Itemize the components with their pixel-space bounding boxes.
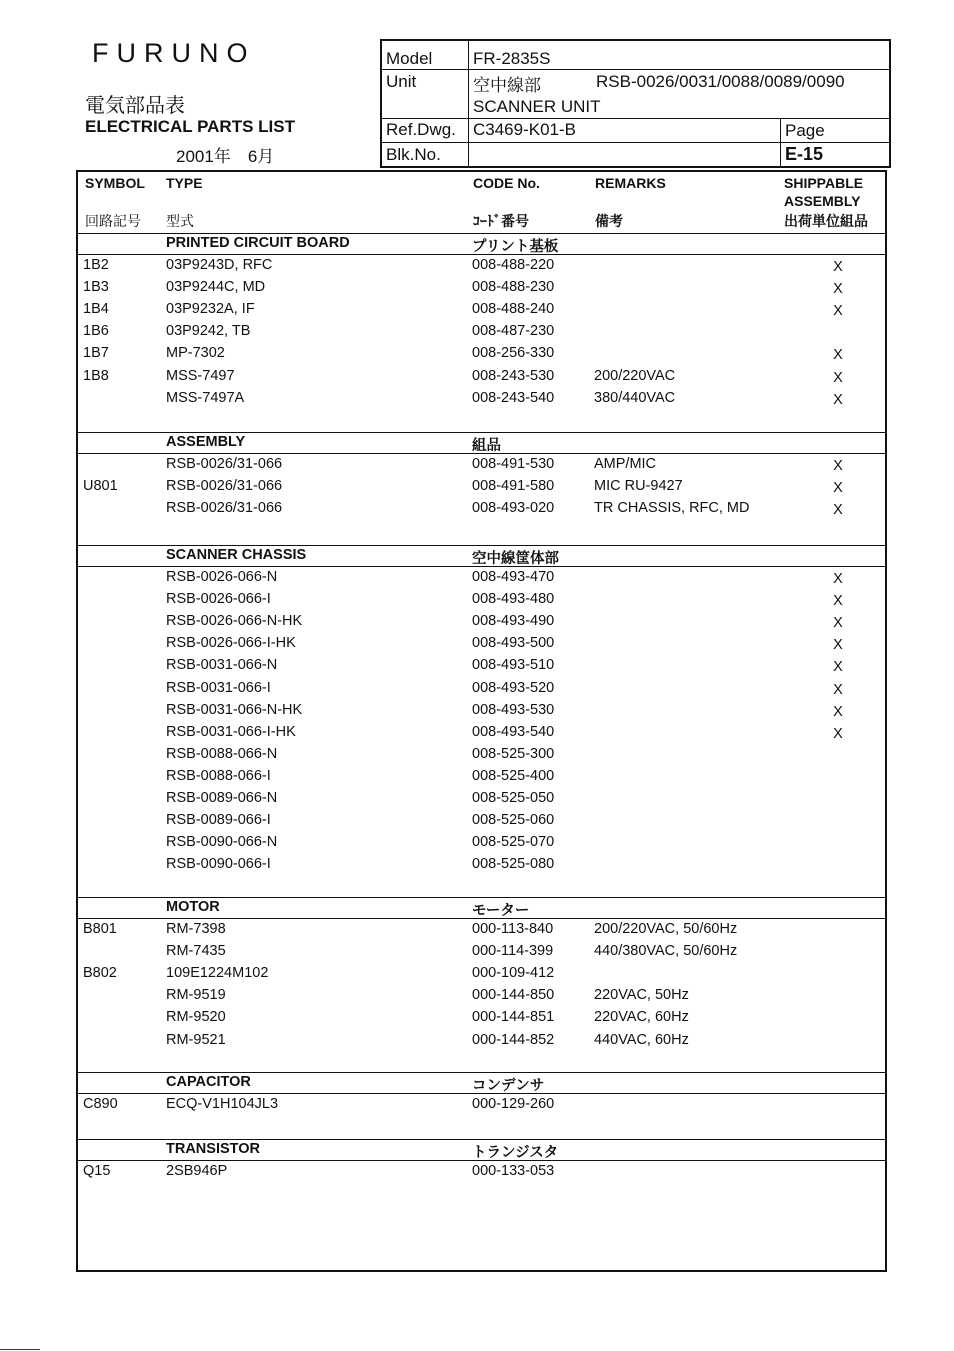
cell-type: RSB-0031-066-I-HK — [166, 723, 296, 740]
cell-shippable-mark: X — [833, 480, 843, 497]
page-title: ELECTRICAL PARTS LIST — [85, 117, 295, 136]
cell-code: 008-493-540 — [472, 723, 555, 740]
cell-code: 000-144-851 — [472, 1009, 555, 1026]
cell-type: RSB-0031-066-N-HK — [166, 701, 303, 718]
cell-shippable-mark: X — [833, 281, 843, 298]
col-header-type-jp: 型式 — [166, 213, 194, 229]
cell-type: 03P9242, TB — [166, 323, 251, 340]
cell-code: 008-243-530 — [472, 367, 555, 384]
page-number: E-15 — [785, 144, 824, 164]
cell-code: 008-488-220 — [472, 257, 555, 273]
cell-type: RSB-0031-066-I — [166, 679, 271, 696]
section-title: TRANSISTOR — [166, 1141, 260, 1157]
model-value: FR-2835S — [473, 49, 551, 68]
col-header-symbol: SYMBOL — [85, 175, 145, 191]
cell-code: 008-525-070 — [472, 834, 555, 851]
cell-type: RSB-0026-066-N — [166, 569, 278, 585]
col-header-remarks: REMARKS — [595, 175, 666, 191]
cell-code: 008-525-400 — [472, 767, 555, 784]
section-top-rule — [78, 1072, 885, 1073]
col-header-type: TYPE — [166, 175, 203, 191]
cell-code: 008-493-480 — [472, 591, 555, 608]
section-title-japanese: プリント基板 — [472, 239, 559, 255]
cell-shippable-mark: X — [833, 725, 843, 742]
cell-type: RSB-0088-066-I — [166, 767, 271, 784]
cell-symbol: Q15 — [83, 1163, 111, 1179]
cell-type: 03P9232A, IF — [166, 301, 255, 318]
cell-symbol: C890 — [83, 1096, 118, 1112]
cell-code: 008-493-500 — [472, 635, 555, 652]
unit-label: Unit — [386, 72, 417, 91]
section-title: SCANNER CHASSIS — [166, 547, 307, 563]
cell-remarks: 440VAC, 60Hz — [594, 1031, 689, 1048]
page-edge-mark — [0, 1349, 40, 1350]
cell-shippable-mark: X — [833, 259, 843, 275]
parts-table — [76, 170, 887, 1272]
cell-shippable-mark: X — [833, 369, 843, 386]
brand-logo: FURUNO — [92, 38, 256, 68]
cell-code: 000-144-852 — [472, 1031, 555, 1048]
cell-shippable-mark: X — [833, 593, 843, 610]
cell-code: 000-129-260 — [472, 1096, 555, 1112]
cell-type: 109E1224M102 — [166, 965, 269, 982]
cell-remarks: 200/220VAC — [594, 367, 676, 384]
col-header-code: CODE No. — [473, 175, 540, 191]
cell-type: RM-9521 — [166, 1031, 226, 1048]
cell-shippable-mark: X — [833, 502, 843, 519]
ref-dwg-label: Ref.Dwg. — [386, 120, 456, 139]
cell-type: RSB-0089-066-N — [166, 790, 278, 806]
col-header-code-jp: ｺｰﾄﾞ番号 — [473, 213, 529, 229]
section-title: PRINTED CIRCUIT BOARD — [166, 235, 350, 251]
col-header-shippable-jp: 出荷単位組品 — [784, 213, 868, 229]
cell-shippable-mark: X — [833, 347, 843, 364]
cell-code: 008-493-520 — [472, 679, 555, 696]
cell-type: RSB-0026/31-066 — [166, 478, 283, 495]
cell-type: RSB-0088-066-N — [166, 745, 278, 762]
cell-type: 03P9243D, RFC — [166, 257, 273, 273]
cell-code: 008-256-330 — [472, 345, 555, 362]
section-top-rule — [78, 897, 885, 898]
cell-symbol: U801 — [83, 478, 118, 495]
cell-type: RSB-0090-066-N — [166, 834, 278, 851]
section-top-rule — [78, 545, 885, 546]
cell-type: MSS-7497A — [166, 389, 245, 406]
unit-code: RSB-0026/0031/0088/0089/0090 — [596, 72, 845, 91]
cell-shippable-mark: X — [833, 303, 843, 320]
cell-type: ECQ-V1H104JL3 — [166, 1096, 279, 1112]
cell-type: RSB-0031-066-N — [166, 657, 278, 674]
section-title-japanese: トランジスタ — [472, 1145, 559, 1161]
section-title: ASSEMBLY — [166, 434, 246, 450]
issue-date: 2001年 6月 — [176, 147, 275, 166]
section-title-japanese: モーター — [472, 903, 530, 919]
cell-code: 008-525-300 — [472, 745, 555, 762]
section-top-rule — [78, 233, 885, 234]
cell-code: 008-491-580 — [472, 478, 555, 495]
cell-symbol: 1B2 — [83, 257, 109, 273]
header-info-box — [380, 39, 891, 168]
cell-type: 2SB946P — [166, 1163, 228, 1179]
title-japanese: 電気部品表 — [85, 95, 185, 117]
cell-code: 000-144-850 — [472, 987, 555, 1004]
cell-remarks: 380/440VAC — [594, 389, 676, 406]
cell-code: 000-109-412 — [472, 965, 555, 982]
cell-shippable-mark: X — [833, 703, 843, 720]
section-top-rule — [78, 432, 885, 433]
cell-type: 03P9244C, MD — [166, 279, 266, 296]
col-header-remarks-jp: 備考 — [595, 213, 623, 229]
cell-type: RSB-0026-066-N-HK — [166, 613, 303, 630]
cell-remarks: AMP/MIC — [594, 456, 657, 472]
cell-remarks: TR CHASSIS, RFC, MD — [594, 500, 750, 517]
cell-code: 008-493-020 — [472, 500, 555, 517]
cell-code: 008-525-080 — [472, 856, 555, 873]
cell-code: 000-133-053 — [472, 1163, 555, 1179]
cell-code: 008-525-050 — [472, 790, 555, 806]
cell-type: RSB-0026-066-I-HK — [166, 635, 296, 652]
blk-no-label: Blk.No. — [386, 145, 441, 164]
section-top-rule — [78, 1139, 885, 1140]
col-header-symbol-jp: 回路記号 — [85, 213, 141, 229]
section-title: CAPACITOR — [166, 1074, 251, 1090]
cell-type: RSB-0090-066-I — [166, 856, 271, 873]
cell-symbol: B801 — [83, 921, 117, 937]
cell-remarks: MIC RU-9427 — [594, 478, 683, 495]
cell-type: RSB-0089-066-I — [166, 812, 271, 829]
cell-code: 008-487-230 — [472, 323, 555, 340]
cell-shippable-mark: X — [833, 681, 843, 698]
cell-type: RM-7435 — [166, 943, 226, 960]
col-header-shippable: SHIPPABLE ASSEMBLY — [784, 175, 864, 209]
cell-type: MSS-7497 — [166, 367, 235, 384]
cell-code: 008-491-530 — [472, 456, 555, 472]
cell-shippable-mark: X — [833, 637, 843, 654]
page-label: Page — [785, 121, 825, 140]
cell-shippable-mark: X — [833, 615, 843, 632]
cell-type: RSB-0026/31-066 — [166, 500, 283, 517]
cell-symbol: B802 — [83, 965, 117, 982]
cell-symbol: 1B8 — [83, 367, 109, 384]
cell-code: 008-493-530 — [472, 701, 555, 718]
cell-type: RM-7398 — [166, 921, 226, 937]
cell-code: 008-488-230 — [472, 279, 555, 296]
cell-shippable-mark: X — [833, 458, 843, 474]
cell-code: 008-525-060 — [472, 812, 555, 829]
cell-remarks: 440/380VAC, 50/60Hz — [594, 943, 738, 960]
cell-shippable-mark: X — [833, 571, 843, 587]
cell-shippable-mark: X — [833, 659, 843, 676]
cell-type: RSB-0026-066-I — [166, 591, 271, 608]
unit-japanese: 空中線部 — [473, 76, 541, 95]
cell-remarks: 220VAC, 50Hz — [594, 987, 689, 1004]
cell-remarks: 200/220VAC, 50/60Hz — [594, 921, 738, 937]
cell-code: 008-493-470 — [472, 569, 555, 585]
cell-shippable-mark: X — [833, 391, 843, 408]
cell-type: MP-7302 — [166, 345, 225, 362]
cell-remarks: 220VAC, 60Hz — [594, 1009, 689, 1026]
cell-symbol: 1B6 — [83, 323, 109, 340]
cell-type: RM-9519 — [166, 987, 226, 1004]
cell-code: 008-243-540 — [472, 389, 555, 406]
cell-symbol: 1B7 — [83, 345, 109, 362]
model-label: Model — [386, 49, 433, 68]
section-title-japanese: コンデンサ — [472, 1078, 545, 1094]
ref-dwg-value: C3469-K01-B — [473, 120, 577, 139]
cell-code: 008-493-490 — [472, 613, 555, 630]
cell-code: 000-114-399 — [472, 943, 554, 960]
section-title-japanese: 空中線筐体部 — [472, 551, 559, 567]
unit-english: SCANNER UNIT — [473, 97, 601, 116]
section-title: MOTOR — [166, 899, 220, 915]
cell-type: RSB-0026/31-066 — [166, 456, 283, 472]
cell-code: 008-488-240 — [472, 301, 555, 318]
cell-type: RM-9520 — [166, 1009, 226, 1026]
cell-symbol: 1B4 — [83, 301, 109, 318]
section-title-japanese: 組品 — [472, 438, 501, 454]
cell-code: 000-113-840 — [472, 921, 554, 937]
cell-code: 008-493-510 — [472, 657, 555, 674]
cell-symbol: 1B3 — [83, 279, 109, 296]
